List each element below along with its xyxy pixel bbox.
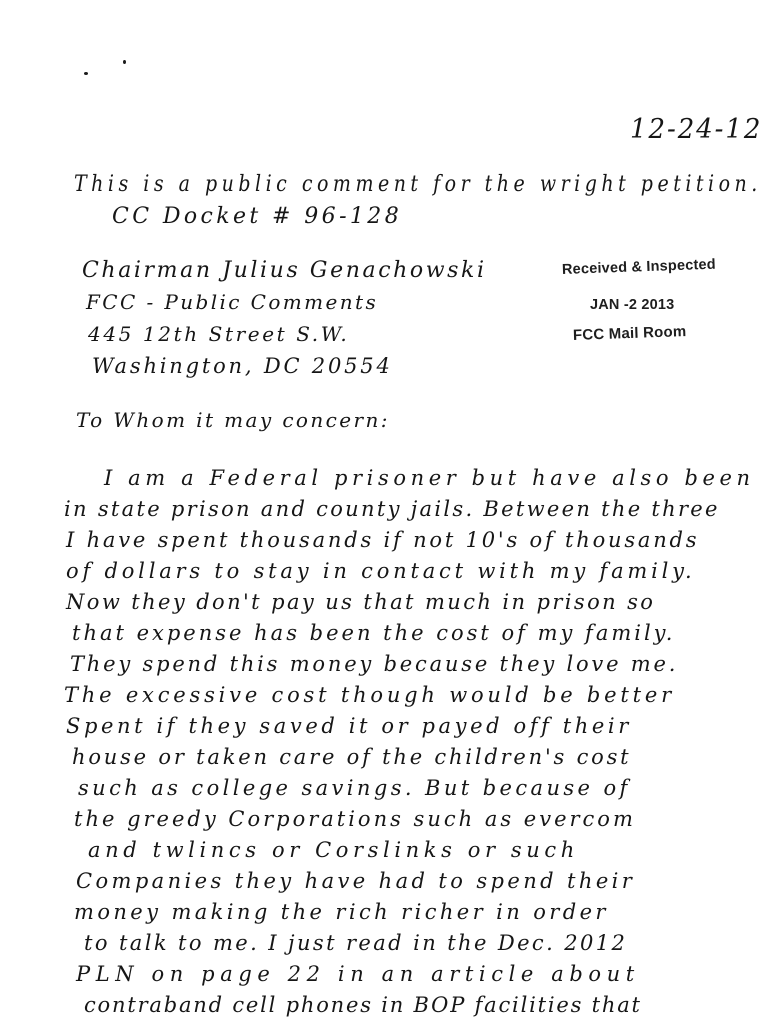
body-line: that expense has been the cost of my family. bbox=[72, 621, 676, 645]
body-line: I have spent thousands if not 10's of thousands bbox=[66, 528, 700, 552]
letter-date: 12-24-12 bbox=[630, 114, 763, 145]
intro-line-1: This is a public comment for the wright petition. bbox=[74, 172, 762, 197]
body-line: of dollars to stay in contact with my family. bbox=[66, 559, 696, 583]
body-line: contraband cell phones in BOP facilities that bbox=[84, 993, 642, 1017]
ink-speck bbox=[123, 60, 126, 64]
body-line: house or taken care of the children's cost bbox=[72, 745, 632, 769]
address-line: 445 12th Street S.W. bbox=[88, 322, 350, 346]
address-line: Chairman Julius Genachowski bbox=[82, 258, 487, 283]
docket-line: CC Docket # 96-128 bbox=[112, 204, 403, 229]
body-line: Companies they have had to spend their bbox=[76, 869, 636, 893]
body-line: The excessive cost though would be better bbox=[64, 683, 675, 707]
salutation: To Whom it may concern: bbox=[76, 408, 390, 432]
body-line: the greedy Corporations such as evercom bbox=[74, 807, 636, 831]
stamp-date-line: JAN -2 2013 bbox=[590, 297, 675, 313]
body-line: such as college savings. But because of bbox=[78, 776, 631, 800]
body-line: They spend this money because they love me. bbox=[70, 652, 679, 676]
body-line: Now they don't pay us that much in prison so bbox=[66, 590, 656, 614]
body-line: PLN on page 22 in an article about bbox=[76, 962, 640, 986]
body-line: in state prison and county jails. Between the three bbox=[64, 497, 720, 521]
address-line: Washington, DC 20554 bbox=[92, 354, 393, 378]
body-line: money making the rich richer in order bbox=[74, 900, 609, 924]
address-line: FCC - Public Comments bbox=[86, 290, 379, 314]
stamp-received-line: Received & Inspected bbox=[561, 256, 717, 278]
body-line: to talk to me. I just read in the Dec. 2012 bbox=[84, 931, 628, 955]
body-line: I am a Federal prisoner but have also been bbox=[104, 466, 755, 490]
ink-speck bbox=[84, 72, 88, 75]
stamp-mailroom-line: FCC Mail Room bbox=[572, 323, 687, 344]
body-line: Spent if they saved it or payed off their bbox=[66, 714, 632, 738]
body-line: and twlincs or Corslinks or such bbox=[88, 838, 579, 862]
